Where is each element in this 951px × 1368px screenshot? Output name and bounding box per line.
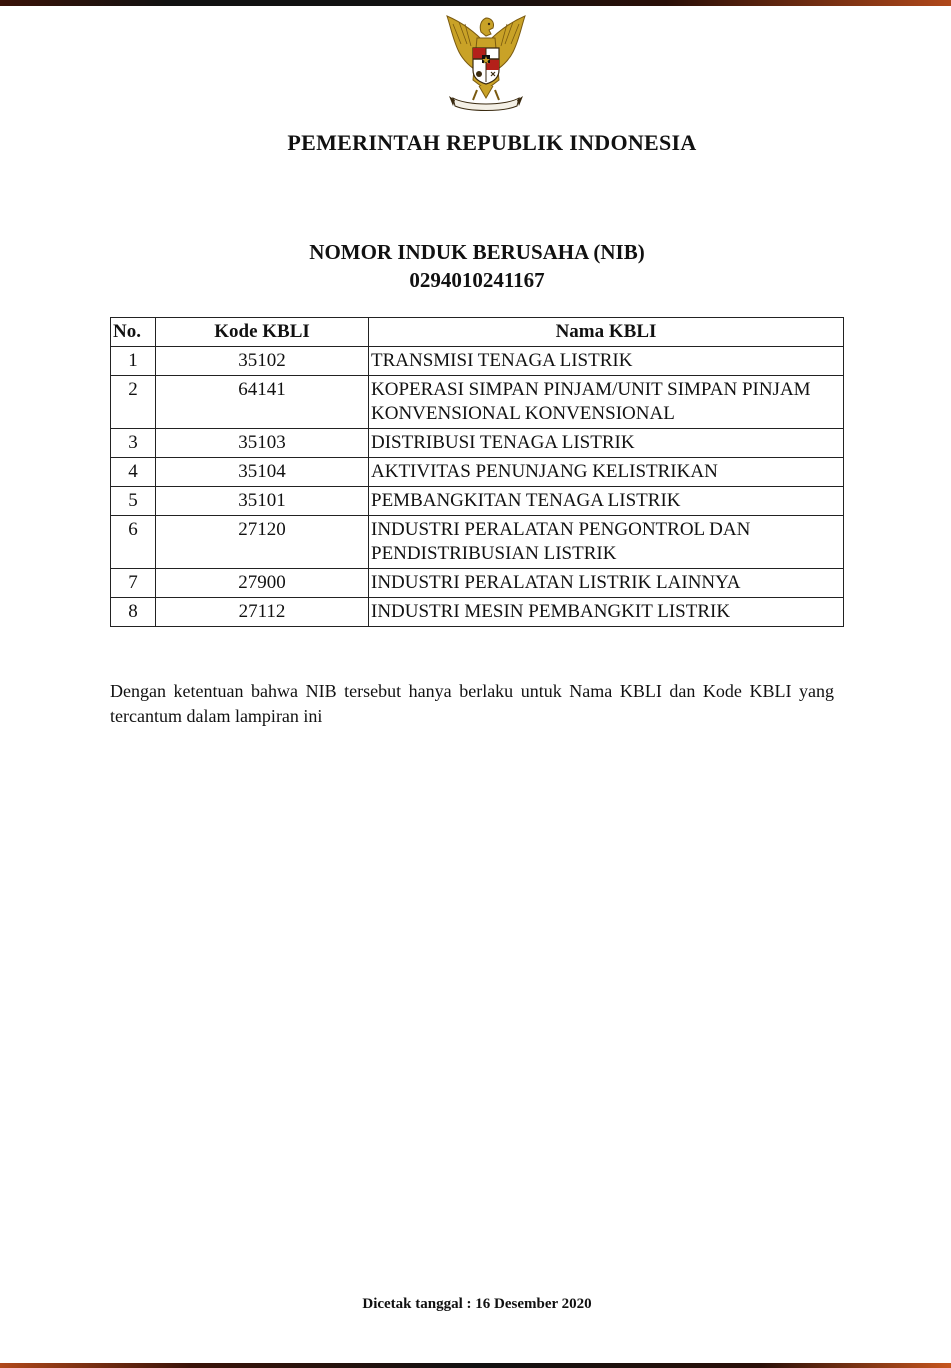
row-kode: 27112: [156, 598, 369, 627]
top-edge-bar: [0, 0, 951, 6]
column-header-no: No.: [111, 318, 156, 347]
table-row: [111, 516, 844, 569]
table-row: [111, 347, 844, 376]
nib-number: 0294010241167: [409, 268, 545, 292]
row-nama: AKTIVITAS PENUNJANG KELISTRIKAN: [369, 458, 844, 487]
print-date: Dicetak tanggal : 16 Desember 2020: [362, 1296, 592, 1312]
document-title: NOMOR INDUK BERUSAHA (NIB): [309, 240, 645, 264]
row-no: 2: [111, 376, 156, 429]
table-row: [111, 569, 844, 598]
bottom-edge-bar: [0, 1363, 951, 1368]
row-no: 6: [111, 516, 156, 569]
row-kode: 35101: [156, 487, 369, 516]
table-row: [111, 598, 844, 627]
kbli-table: [110, 317, 844, 627]
validity-note: Dengan ketentuan bahwa NIB tersebut hanya berlaku untuk Nama KBLI dan Kode KBLI yang tercantum dalam lampiran ini: [110, 681, 834, 726]
garuda-pancasila-emblem-icon: [439, 14, 533, 112]
row-no: 4: [111, 458, 156, 487]
row-kode: 27900: [156, 569, 369, 598]
row-kode: 27120: [156, 516, 369, 569]
row-kode: 64141: [156, 376, 369, 429]
row-nama: DISTRIBUSI TENAGA LISTRIK: [369, 429, 844, 458]
row-no: 8: [111, 598, 156, 627]
row-nama: INDUSTRI PERALATAN LISTRIK LAINNYA: [369, 569, 844, 598]
row-nama: TRANSMISI TENAGA LISTRIK: [369, 347, 844, 376]
table-header-row: [111, 318, 844, 347]
row-nama: KOPERASI SIMPAN PINJAM/UNIT SIMPAN PINJAM KONVENSIONAL KONVENSIONAL: [369, 376, 844, 429]
row-no: 5: [111, 487, 156, 516]
column-header-kode: Kode KBLI: [156, 318, 369, 347]
row-no: 3: [111, 429, 156, 458]
government-title: PEMERINTAH REPUBLIK INDONESIA: [287, 130, 697, 155]
table-row: [111, 376, 844, 429]
row-nama: INDUSTRI PERALATAN PENGONTROL DAN PENDISTRIBUSIAN LISTRIK: [369, 516, 844, 569]
row-nama: INDUSTRI MESIN PEMBANGKIT LISTRIK: [369, 598, 844, 627]
row-no: 7: [111, 569, 156, 598]
row-kode: 35104: [156, 458, 369, 487]
row-kode: 35102: [156, 347, 369, 376]
table-row: [111, 458, 844, 487]
row-no: 1: [111, 347, 156, 376]
row-kode: 35103: [156, 429, 369, 458]
table-row: [111, 487, 844, 516]
table-row: [111, 429, 844, 458]
column-header-nama: Nama KBLI: [369, 318, 844, 347]
row-nama: PEMBANGKITAN TENAGA LISTRIK: [369, 487, 844, 516]
